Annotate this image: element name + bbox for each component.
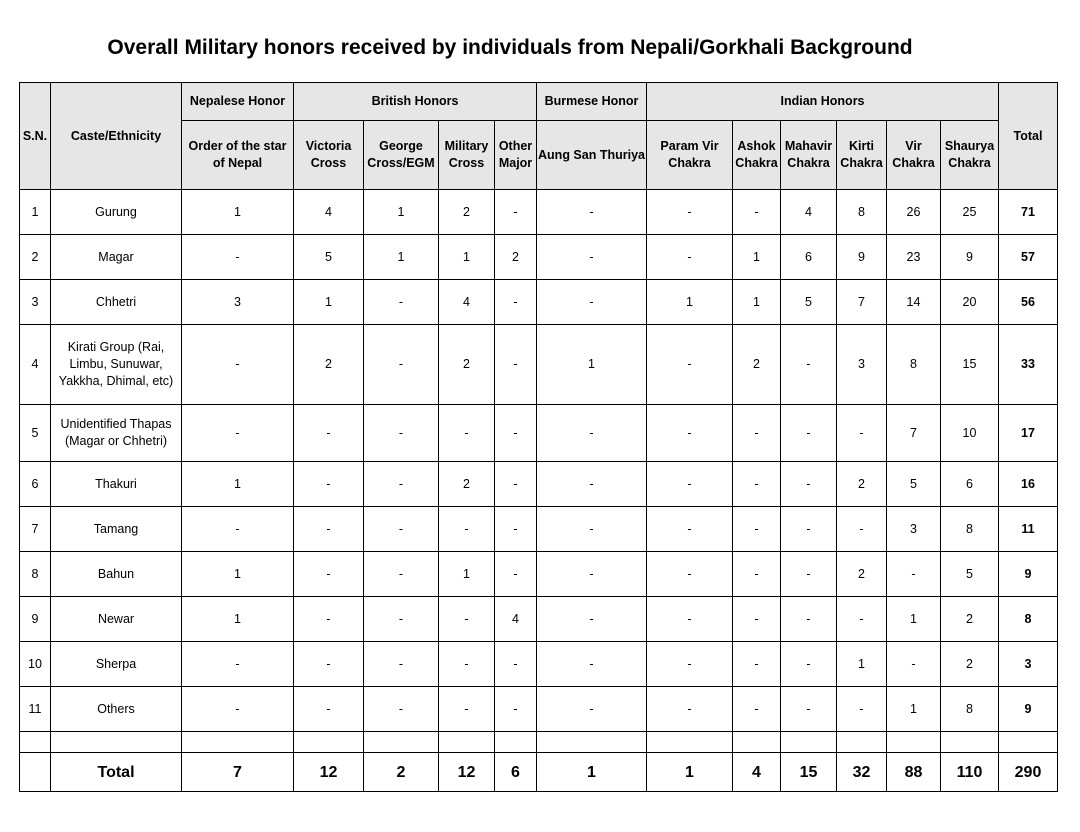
row-caste: Newar bbox=[51, 597, 182, 642]
row-value: - bbox=[182, 687, 294, 732]
row-value: 2 bbox=[439, 462, 495, 507]
table-row bbox=[20, 235, 1058, 280]
row-value: 25 bbox=[941, 190, 999, 235]
row-value: - bbox=[439, 642, 495, 687]
blank-cell bbox=[182, 732, 294, 753]
row-total: 16 bbox=[999, 462, 1058, 507]
row-sn: 8 bbox=[20, 552, 51, 597]
row-value: - bbox=[439, 597, 495, 642]
row-caste: Magar bbox=[51, 235, 182, 280]
row-value: - bbox=[294, 507, 364, 552]
row-value: - bbox=[439, 507, 495, 552]
row-value: - bbox=[495, 642, 537, 687]
row-caste: Bahun bbox=[51, 552, 182, 597]
row-value: - bbox=[647, 642, 733, 687]
blank-cell bbox=[733, 732, 781, 753]
row-value: - bbox=[647, 462, 733, 507]
row-value: - bbox=[537, 280, 647, 325]
blank-cell bbox=[364, 732, 439, 753]
col-mahavir-chakra: Mahavir Chakra bbox=[781, 121, 837, 190]
col-shaurya-chakra: Shaurya Chakra bbox=[941, 121, 999, 190]
row-caste: Thakuri bbox=[51, 462, 182, 507]
row-value: 3 bbox=[182, 280, 294, 325]
row-value: - bbox=[294, 552, 364, 597]
blank-row bbox=[20, 732, 1058, 753]
row-value: 8 bbox=[941, 507, 999, 552]
row-value: 15 bbox=[941, 325, 999, 405]
row-total: 11 bbox=[999, 507, 1058, 552]
row-sn: 2 bbox=[20, 235, 51, 280]
row-total: 57 bbox=[999, 235, 1058, 280]
blank-cell bbox=[999, 732, 1058, 753]
row-value: 1 bbox=[182, 597, 294, 642]
row-value: 5 bbox=[941, 552, 999, 597]
row-value: - bbox=[537, 235, 647, 280]
row-value: 10 bbox=[941, 405, 999, 462]
row-value: - bbox=[182, 507, 294, 552]
row-sn: 5 bbox=[20, 405, 51, 462]
row-value: 8 bbox=[887, 325, 941, 405]
row-value: 4 bbox=[781, 190, 837, 235]
row-sn: 7 bbox=[20, 507, 51, 552]
totals-value: 2 bbox=[364, 753, 439, 792]
row-value: - bbox=[781, 325, 837, 405]
row-value: - bbox=[647, 405, 733, 462]
row-value: - bbox=[439, 405, 495, 462]
group-indian-honors: Indian Honors bbox=[647, 83, 999, 121]
totals-value: 1 bbox=[537, 753, 647, 792]
group-british-honors: British Honors bbox=[294, 83, 537, 121]
row-value: - bbox=[537, 642, 647, 687]
blank-cell bbox=[537, 732, 647, 753]
row-value: 1 bbox=[364, 190, 439, 235]
table-row bbox=[20, 405, 1058, 462]
row-value: - bbox=[294, 462, 364, 507]
row-value: - bbox=[364, 552, 439, 597]
row-sn: 10 bbox=[20, 642, 51, 687]
row-value: - bbox=[647, 507, 733, 552]
row-value: - bbox=[537, 405, 647, 462]
row-value: - bbox=[495, 687, 537, 732]
row-value: 26 bbox=[887, 190, 941, 235]
row-value: - bbox=[495, 462, 537, 507]
totals-value: 88 bbox=[887, 753, 941, 792]
totals-value: 1 bbox=[647, 753, 733, 792]
row-value: - bbox=[781, 552, 837, 597]
blank-cell bbox=[294, 732, 364, 753]
row-value: 5 bbox=[887, 462, 941, 507]
row-value: 2 bbox=[294, 325, 364, 405]
table-row bbox=[20, 462, 1058, 507]
row-value: 2 bbox=[733, 325, 781, 405]
table-row bbox=[20, 280, 1058, 325]
row-value: - bbox=[495, 325, 537, 405]
row-value: - bbox=[733, 642, 781, 687]
row-value: - bbox=[647, 687, 733, 732]
col-military-cross: Military Cross bbox=[439, 121, 495, 190]
row-value: - bbox=[537, 597, 647, 642]
row-value: 2 bbox=[495, 235, 537, 280]
row-value: - bbox=[781, 687, 837, 732]
row-value: - bbox=[781, 642, 837, 687]
totals-value: 12 bbox=[439, 753, 495, 792]
grand-total: 290 bbox=[999, 753, 1058, 792]
row-value: 7 bbox=[887, 405, 941, 462]
row-caste: Tamang bbox=[51, 507, 182, 552]
row-total: 33 bbox=[999, 325, 1058, 405]
col-ashok-chakra: Ashok Chakra bbox=[733, 121, 781, 190]
row-value: 1 bbox=[537, 325, 647, 405]
totals-value: 32 bbox=[837, 753, 887, 792]
row-value: 2 bbox=[439, 190, 495, 235]
table-row bbox=[20, 325, 1058, 405]
row-value: - bbox=[182, 235, 294, 280]
row-value: - bbox=[495, 507, 537, 552]
row-value: 2 bbox=[837, 552, 887, 597]
row-value: 2 bbox=[941, 597, 999, 642]
row-value: - bbox=[647, 190, 733, 235]
row-value: - bbox=[364, 405, 439, 462]
row-value: - bbox=[495, 280, 537, 325]
row-value: 7 bbox=[837, 280, 887, 325]
row-value: - bbox=[733, 507, 781, 552]
group-burmese-honor: Burmese Honor bbox=[537, 83, 647, 121]
row-value: - bbox=[837, 597, 887, 642]
row-value: - bbox=[781, 462, 837, 507]
row-value: - bbox=[647, 325, 733, 405]
row-value: 5 bbox=[781, 280, 837, 325]
row-value: 1 bbox=[647, 280, 733, 325]
row-value: - bbox=[837, 507, 887, 552]
row-value: 1 bbox=[364, 235, 439, 280]
totals-value: 7 bbox=[182, 753, 294, 792]
totals-value: 4 bbox=[733, 753, 781, 792]
header-sn: S.N. bbox=[20, 83, 51, 190]
row-value: 1 bbox=[733, 280, 781, 325]
table-row bbox=[20, 507, 1058, 552]
col-param-vir-chakra: Param Vir Chakra bbox=[647, 121, 733, 190]
row-value: - bbox=[495, 405, 537, 462]
row-value: - bbox=[364, 325, 439, 405]
row-value: 3 bbox=[887, 507, 941, 552]
row-value: - bbox=[733, 405, 781, 462]
blank-cell bbox=[837, 732, 887, 753]
row-value: 2 bbox=[941, 642, 999, 687]
row-sn: 11 bbox=[20, 687, 51, 732]
row-total: 56 bbox=[999, 280, 1058, 325]
row-value: 1 bbox=[182, 552, 294, 597]
row-value: - bbox=[781, 507, 837, 552]
blank-cell bbox=[20, 732, 51, 753]
row-value: - bbox=[647, 552, 733, 597]
page-title: Overall Military honors received by individuals from Nepali/Gorkhali Background bbox=[107, 36, 913, 59]
row-value: 3 bbox=[837, 325, 887, 405]
row-sn: 3 bbox=[20, 280, 51, 325]
row-value: - bbox=[182, 642, 294, 687]
row-value: 9 bbox=[941, 235, 999, 280]
table-row bbox=[20, 552, 1058, 597]
row-value: - bbox=[537, 190, 647, 235]
row-value: 23 bbox=[887, 235, 941, 280]
totals-value: 110 bbox=[941, 753, 999, 792]
row-value: 6 bbox=[781, 235, 837, 280]
row-value: 4 bbox=[294, 190, 364, 235]
row-value: 2 bbox=[837, 462, 887, 507]
row-value: 1 bbox=[294, 280, 364, 325]
row-value: 1 bbox=[182, 462, 294, 507]
totals-value: 15 bbox=[781, 753, 837, 792]
col-victoria-cross: Victoria Cross bbox=[294, 121, 364, 190]
blank-cell bbox=[647, 732, 733, 753]
group-nepalese-honor: Nepalese Honor bbox=[182, 83, 294, 121]
row-value: - bbox=[364, 280, 439, 325]
row-total: 17 bbox=[999, 405, 1058, 462]
row-caste: Gurung bbox=[51, 190, 182, 235]
col-george-cross: George Cross/EGM bbox=[364, 121, 439, 190]
row-caste: Kirati Group (Rai, Limbu, Sunuwar, Yakkha, Dhimal, etc) bbox=[51, 325, 182, 405]
row-caste: Unidentified Thapas (Magar or Chhetri) bbox=[51, 405, 182, 462]
row-value: - bbox=[647, 597, 733, 642]
row-value: - bbox=[733, 190, 781, 235]
row-total: 8 bbox=[999, 597, 1058, 642]
row-value: - bbox=[781, 405, 837, 462]
blank-cell bbox=[495, 732, 537, 753]
table-row bbox=[20, 597, 1058, 642]
row-value: 5 bbox=[294, 235, 364, 280]
row-caste: Sherpa bbox=[51, 642, 182, 687]
row-value: 8 bbox=[837, 190, 887, 235]
row-value: - bbox=[837, 405, 887, 462]
blank-cell bbox=[51, 732, 182, 753]
totals-value: 12 bbox=[294, 753, 364, 792]
honors-table bbox=[19, 82, 1058, 792]
col-order-of-the-star: Order of the star of Nepal bbox=[182, 121, 294, 190]
row-value: - bbox=[733, 552, 781, 597]
row-total: 71 bbox=[999, 190, 1058, 235]
table-row bbox=[20, 687, 1058, 732]
row-value: 8 bbox=[941, 687, 999, 732]
row-value: - bbox=[364, 597, 439, 642]
row-value: - bbox=[537, 552, 647, 597]
header-total: Total bbox=[999, 83, 1058, 190]
col-kirti-chakra: Kirti Chakra bbox=[837, 121, 887, 190]
row-value: 4 bbox=[495, 597, 537, 642]
row-sn: 6 bbox=[20, 462, 51, 507]
totals-label: Total bbox=[51, 753, 182, 792]
row-value: - bbox=[733, 597, 781, 642]
row-value: - bbox=[182, 405, 294, 462]
row-total: 9 bbox=[999, 687, 1058, 732]
row-value: 2 bbox=[439, 325, 495, 405]
row-value: 1 bbox=[733, 235, 781, 280]
row-value: - bbox=[647, 235, 733, 280]
blank-cell bbox=[781, 732, 837, 753]
row-value: 14 bbox=[887, 280, 941, 325]
col-aung-san-thuriya: Aung San Thuriya bbox=[537, 121, 647, 190]
row-sn: 9 bbox=[20, 597, 51, 642]
row-value: - bbox=[294, 405, 364, 462]
row-value: - bbox=[294, 597, 364, 642]
row-value: - bbox=[887, 552, 941, 597]
row-sn: 4 bbox=[20, 325, 51, 405]
row-value: - bbox=[537, 462, 647, 507]
totals-row bbox=[20, 753, 1058, 792]
totals-value: 6 bbox=[495, 753, 537, 792]
row-value: - bbox=[364, 462, 439, 507]
row-value: 20 bbox=[941, 280, 999, 325]
table-row bbox=[20, 642, 1058, 687]
blank-cell bbox=[941, 732, 999, 753]
row-value: 1 bbox=[887, 687, 941, 732]
row-value: 6 bbox=[941, 462, 999, 507]
row-total: 9 bbox=[999, 552, 1058, 597]
blank-cell bbox=[439, 732, 495, 753]
row-value: 1 bbox=[439, 552, 495, 597]
row-total: 3 bbox=[999, 642, 1058, 687]
row-value: - bbox=[495, 552, 537, 597]
row-value: - bbox=[294, 687, 364, 732]
row-value: - bbox=[182, 325, 294, 405]
col-other-major: Other Major bbox=[495, 121, 537, 190]
row-value: 1 bbox=[837, 642, 887, 687]
totals-sn-empty bbox=[20, 753, 51, 792]
row-value: - bbox=[781, 597, 837, 642]
row-value: - bbox=[439, 687, 495, 732]
row-value: - bbox=[887, 642, 941, 687]
row-value: 1 bbox=[887, 597, 941, 642]
row-value: - bbox=[733, 687, 781, 732]
row-value: - bbox=[733, 462, 781, 507]
row-caste: Others bbox=[51, 687, 182, 732]
row-value: - bbox=[364, 642, 439, 687]
row-value: - bbox=[364, 687, 439, 732]
row-value: - bbox=[537, 507, 647, 552]
row-value: 1 bbox=[182, 190, 294, 235]
row-value: - bbox=[364, 507, 439, 552]
row-value: - bbox=[537, 687, 647, 732]
row-value: 4 bbox=[439, 280, 495, 325]
row-value: - bbox=[837, 687, 887, 732]
blank-cell bbox=[887, 732, 941, 753]
header-caste: Caste/Ethnicity bbox=[51, 83, 182, 190]
table-row bbox=[20, 190, 1058, 235]
row-value: - bbox=[495, 190, 537, 235]
header-group-row bbox=[20, 83, 1058, 121]
col-vir-chakra: Vir Chakra bbox=[887, 121, 941, 190]
row-value: 9 bbox=[837, 235, 887, 280]
row-sn: 1 bbox=[20, 190, 51, 235]
row-value: 1 bbox=[439, 235, 495, 280]
row-value: - bbox=[294, 642, 364, 687]
row-caste: Chhetri bbox=[51, 280, 182, 325]
